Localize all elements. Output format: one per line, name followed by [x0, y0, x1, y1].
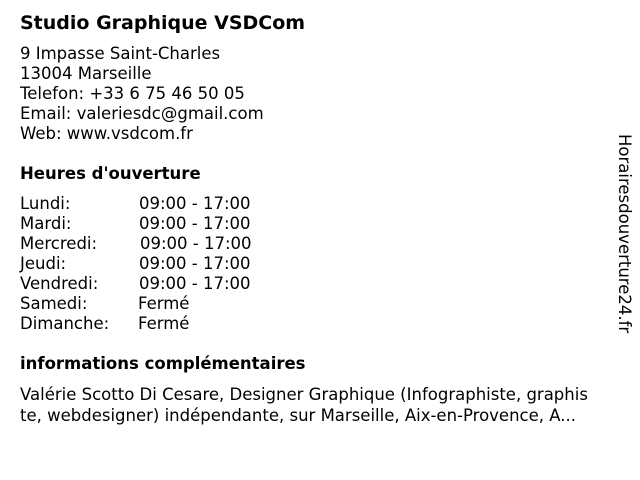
hours-value: 09:00 - 17:00 [139, 254, 251, 273]
contact-block [20, 44, 264, 144]
hours-value: Fermé [138, 294, 190, 313]
hours-value: 09:00 - 17:00 [140, 234, 252, 253]
day-label: Vendredi: [20, 274, 99, 293]
business-name: Studio Graphique VSDCom [20, 12, 306, 34]
day-label: Lundi: [20, 194, 71, 213]
description-line-1: Valérie Scotto Di Cesare, Designer Graphique (Infographiste, graphis [20, 385, 588, 404]
address-street: 9 Impasse Saint-Charles [20, 44, 221, 63]
phone-number: Telefon: +33 6 75 46 50 05 [20, 84, 245, 103]
day-label: Mardi: [20, 214, 72, 233]
day-label: Dimanche: [20, 314, 110, 333]
day-label: Samedi: [20, 294, 88, 313]
info-heading: informations complémentaires [20, 354, 306, 373]
description-line-2: te, webdesigner) indépendante, sur Marseille, Aix-en-Provence, A... [20, 406, 576, 425]
hours-value: 09:00 - 17:00 [139, 214, 251, 233]
hours-value: 09:00 - 17:00 [139, 274, 251, 293]
hours-value: 09:00 - 17:00 [139, 194, 251, 213]
address-city: 13004 Marseille [20, 64, 152, 83]
website: Web: www.vsdcom.fr [20, 124, 193, 143]
day-label: Jeudi: [20, 254, 67, 273]
email-address: Email: valeriesdc@gmail.com [20, 104, 264, 123]
watermark-brand: Horairesdouverture24.fr [615, 134, 634, 334]
hours-value: Fermé [138, 314, 190, 333]
hours-heading: Heures d'ouverture [20, 164, 201, 183]
day-label: Mercredi: [20, 234, 98, 253]
description [20, 384, 620, 426]
